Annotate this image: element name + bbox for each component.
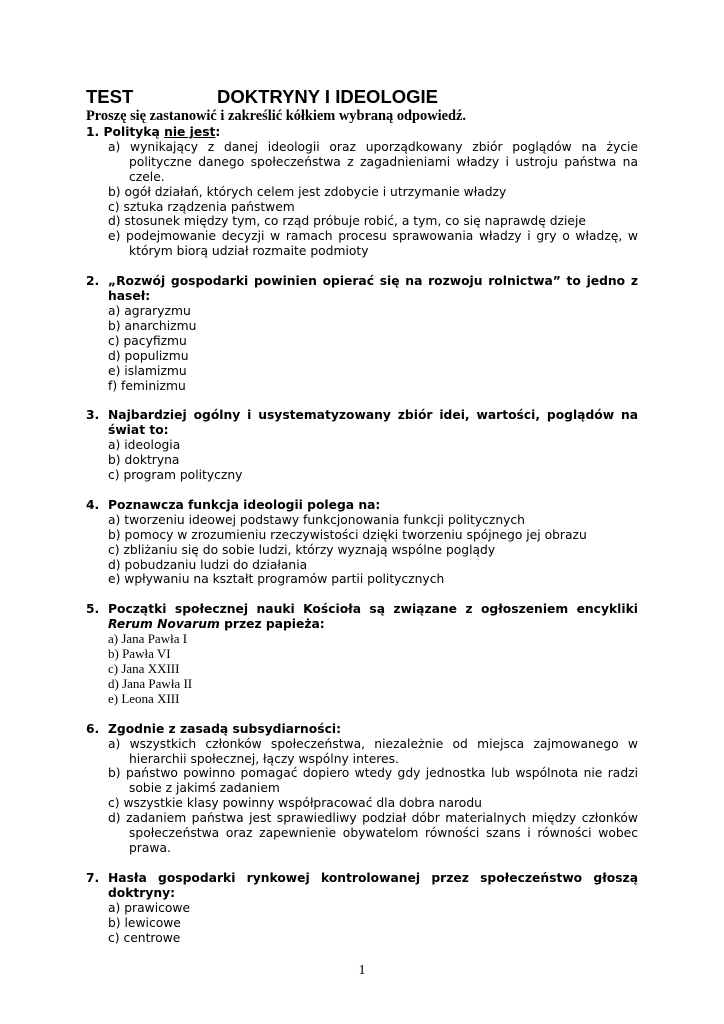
answer-option[interactable]: a) agraryzmu [108, 303, 191, 318]
title-test: TEST [86, 86, 134, 107]
title-subject: DOKTRYNY I IDEOLOGIE [217, 86, 438, 107]
answer-option[interactable]: e) islamizmu [108, 363, 187, 378]
answer-option[interactable]: d) populizmu [108, 348, 189, 363]
question-5-text: 5. Początki społecznej nauki Kościoła są związane z ogłoszeniem encykliki Rerum Novarum przez papieża: [86, 602, 638, 632]
answer-option[interactable]: c) centrowe [108, 930, 181, 945]
answer-option[interactable]: e) wpływaniu na kształt programów partii politycznych [108, 572, 445, 587]
question-5 [86, 602, 638, 706]
question-1 [86, 125, 638, 259]
answer-option[interactable]: e) Leona XIII [108, 690, 180, 706]
answer-option[interactable]: a) ideologia [108, 438, 181, 453]
question-2-text: 2. „Rozwój gospodarki powinien opierać się na rozwoju rolnictwa” to jedno z haseł: [86, 274, 638, 304]
answer-option[interactable]: d) zadaniem państwa jest sprawiedliwy podział dóbr materialnych między członków społeczeństwa oraz zapewnienie obywatelom równości szans i równości wobec prawa. [108, 811, 638, 855]
answer-option[interactable]: d) stosunek między tym, co rząd próbuje robić, a tym, co się naprawdę dzieje [108, 214, 586, 229]
question-6 [86, 722, 638, 856]
question-6-text: 6. Zgodnie z zasadą subsydiarności: [86, 721, 341, 736]
document-page [86, 86, 638, 945]
underlined-negation: nie jest [164, 125, 216, 139]
question-4-text: 4. Poznawcza funkcja ideologii polega na: [86, 497, 381, 512]
answer-option[interactable]: b) doktryna [108, 453, 180, 468]
encyclical-title: Rerum Novarum [108, 617, 220, 632]
answer-option[interactable]: c) program polityczny [108, 468, 243, 483]
answer-option[interactable]: a) wynikający z danej ideologii oraz uporządkowany zbiór poglądów na życie polityczne danego społeczeństwa z zagadnieniami władzy i ustroju państwa na czele. [108, 139, 638, 184]
answer-option[interactable]: c) Jana XXIII [108, 661, 180, 676]
answer-option[interactable]: a) wszystkich członków społeczeństwa, niezależnie od miejsca zajmowanego w hierarchii społecznej, łączy wspólny interes. [108, 736, 638, 766]
question-4 [86, 498, 638, 587]
page-number: 1 [358, 963, 366, 978]
answer-option[interactable]: b) państwo powinno pomagać dopiero wtedy gdy jednostka lub wspólnota nie radzi sobie z jakimś zadaniem [108, 766, 638, 796]
answer-option[interactable]: c) wszystkie klasy powinny współpracować dla dobra narodu [108, 796, 482, 811]
answer-option[interactable]: e) podejmowanie decyzji w ramach procesu sprawowania władzy i gry o władzę, w którym biorą udział rozmaite podmioty [108, 229, 638, 259]
question-3-text: 3. Najbardziej ogólny i usystematyzowany zbiór idei, wartości, poglądów na świat to: [86, 408, 638, 438]
question-7 [86, 871, 638, 946]
answer-option[interactable]: d) Jana Pawła II [108, 675, 193, 691]
question-7-text: 7. Hasła gospodarki rynkowej kontrolowanej przez społeczeństwo głoszą doktryny: [86, 870, 638, 900]
answer-option[interactable]: b) pomocy w zrozumieniu rzeczywistości dzięki tworzeniu spójnego jej obrazu [108, 527, 587, 542]
answer-option[interactable]: a) tworzeniu ideowej podstawy funkcjonowania funkcji politycznych [108, 512, 525, 527]
instruction-text: Proszę się zastanowić i zakreślić kółkiem wybraną odpowiedź. [86, 108, 466, 124]
answer-option[interactable]: a) Jana Pawła I [108, 631, 188, 647]
page-title [86, 86, 638, 108]
answer-option[interactable]: b) lewicowe [108, 915, 181, 930]
question-1-text: 1. Polityką nie jest: [86, 125, 221, 139]
answer-option[interactable]: c) zbliżaniu się do sobie ludzi, którzy wyznają wspólne poglądy [108, 542, 496, 557]
answer-option[interactable]: c) pacyfizmu [108, 333, 187, 348]
answer-option[interactable]: f) feminizmu [108, 378, 186, 393]
answer-option[interactable]: c) sztuka rządzenia państwem [108, 199, 295, 214]
question-2 [86, 274, 638, 393]
question-3 [86, 408, 638, 483]
answer-option[interactable]: b) Pawła VI [108, 646, 171, 662]
answer-option[interactable]: b) anarchizmu [108, 318, 197, 333]
answer-option[interactable]: b) ogół działań, których celem jest zdobycie i utrzymanie władzy [108, 184, 507, 199]
answer-option[interactable]: a) prawicowe [108, 900, 191, 915]
answer-option[interactable]: d) pobudzaniu ludzi do działania [108, 557, 308, 572]
